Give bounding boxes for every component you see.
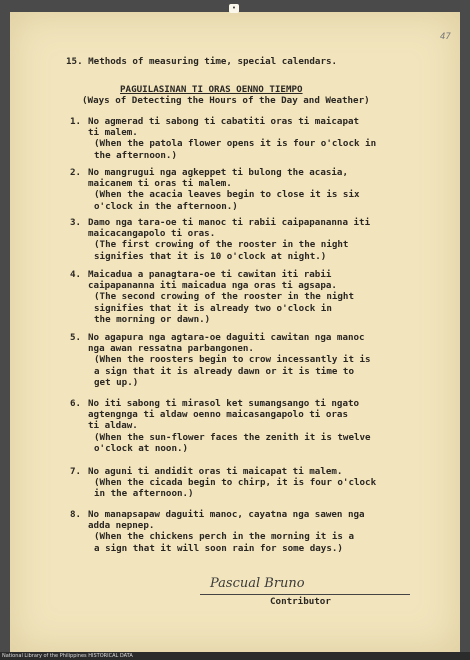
item-translation: the morning or dawn.): [94, 313, 211, 325]
list-item: [70, 466, 440, 500]
item-number: 7.: [70, 466, 82, 477]
item-original: maicacangapolo ti oras.: [88, 228, 216, 240]
item-original: No aguni ti andidit oras ti maicapat ti malem.: [88, 466, 343, 477]
item-translation: a sign that it is already dawn or it is time to: [94, 365, 354, 377]
document-subtitle: (Ways of Detecting the Hours of the Day and Weather): [82, 95, 370, 106]
page-number: 47: [440, 32, 451, 42]
item-translation: signifies that it is 10 o'clock at night.): [94, 250, 327, 262]
item-number: 4.: [70, 269, 82, 280]
item-original: No manapsapaw daguiti manoc, cayatna nga sawen nga: [88, 509, 365, 520]
item-translation: (When the cicada begin to chirp, it is four o'clock: [94, 477, 377, 489]
item-translation: (The first crowing of the rooster in the night: [94, 239, 349, 251]
item-original: No agmerad ti sabong ti cabatiti oras ti maicapat: [88, 116, 360, 127]
item-translation: (When the roosters begin to crow incessantly it is: [94, 354, 371, 366]
document-body: [10, 12, 460, 652]
list-item: [70, 509, 440, 554]
item-number: 5.: [70, 332, 82, 343]
item-original: caipapananna iti maicadua nga oras ti agsapa.: [88, 280, 337, 292]
list-item: [70, 167, 440, 212]
signature-line: [200, 594, 410, 595]
item-translation: (When the acacia leaves begin to close it is six: [94, 189, 360, 201]
list-item: [70, 269, 440, 325]
item-original: Damo nga tara-oe ti manoc ti rabii caipapananna iti: [88, 217, 371, 228]
item-original: adda nepnep.: [88, 520, 155, 532]
signature: Pascual Bruno: [210, 576, 305, 591]
item-translation: in the afternoon.): [94, 488, 194, 500]
list-item: [70, 217, 440, 262]
item-number: 1.: [70, 116, 82, 127]
item-translation: get up.): [94, 376, 139, 388]
document-title: PAGUILASINAN TI ORAS OENNO TIEMPO: [120, 84, 303, 95]
item-number: 6.: [70, 398, 82, 409]
list-item: [70, 398, 440, 454]
section-heading: 15. Methods of measuring time, special calendars.: [66, 56, 338, 67]
item-translation: signifies that it is already two o'clock in: [94, 302, 332, 314]
item-original: maicanem ti oras ti malem.: [88, 178, 232, 190]
item-number: 3.: [70, 217, 82, 228]
document-page: [10, 12, 460, 652]
item-translation: the afternoon.): [94, 149, 177, 161]
item-original: nga awan ressatna parbangonen.: [88, 343, 254, 355]
item-original: ti malem.: [88, 127, 138, 139]
footer-bar: National Library of the Philippines HISTORICAL DATA: [0, 652, 470, 660]
item-original: Maicadua a panagtara-oe ti cawitan iti rabii: [88, 269, 332, 280]
dot-icon[interactable]: •: [229, 4, 239, 13]
item-number: 2.: [70, 167, 82, 178]
item-original: agtengnga ti aldaw oenno maicasangapolo ti oras: [88, 409, 348, 421]
item-original: ti aldaw.: [88, 420, 138, 432]
item-original: No iti sabong ti mirasol ket sumangsango ti ngato: [88, 398, 360, 409]
list-item: [70, 116, 440, 161]
item-translation: o'clock at noon.): [94, 442, 189, 454]
item-translation: (When the sun-flower faces the zenith it is twelve: [94, 431, 371, 443]
list-item: [70, 332, 440, 388]
item-translation: o'clock in the afternoon.): [94, 200, 238, 212]
contributor-label: Contributor: [270, 596, 331, 607]
item-translation: a sign that it will soon rain for some days.): [94, 542, 343, 554]
item-translation: (When the chickens perch in the morning it is a: [94, 531, 354, 543]
signature-block: [200, 578, 420, 614]
item-translation: (The second crowing of the rooster in the night: [94, 291, 354, 303]
item-original: No agapura nga agtara-oe daguiti cawitan nga manoc: [88, 332, 365, 343]
item-translation: (When the patola flower opens it is four o'clock in: [94, 138, 377, 150]
item-original: No mangrugui nga agkeppet ti bulong the acasia,: [88, 167, 348, 178]
item-number: 8.: [70, 509, 82, 520]
